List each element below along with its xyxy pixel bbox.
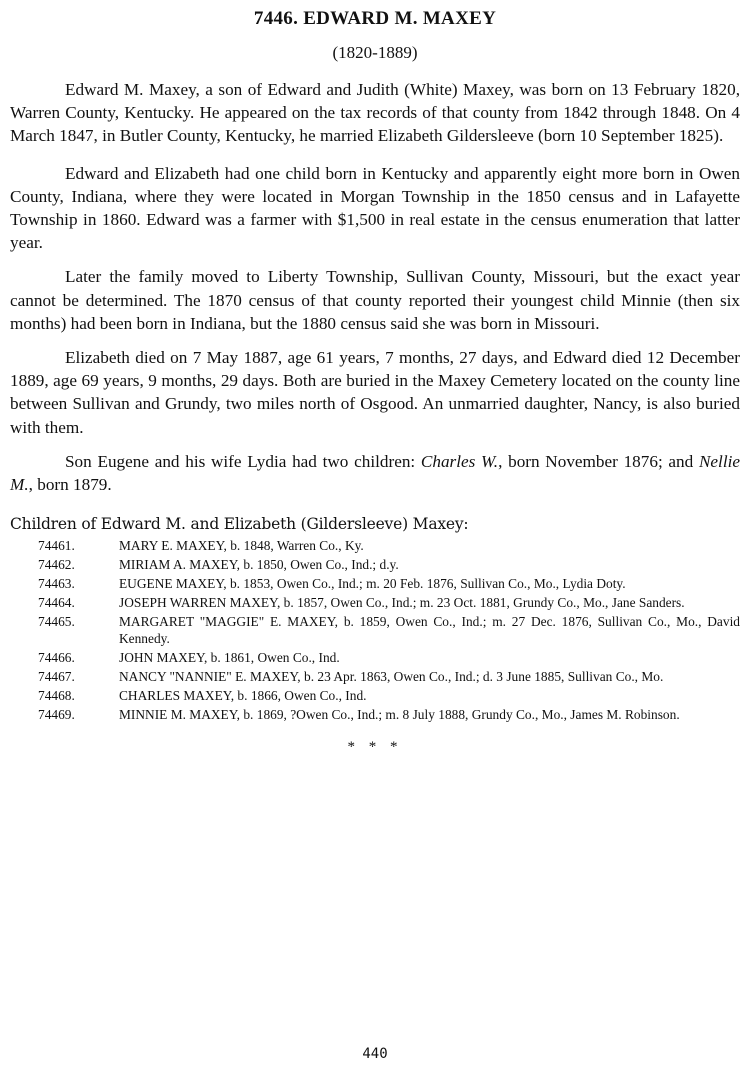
child-entry (38, 668, 740, 685)
child-number: 74466. (38, 650, 75, 666)
child-text: JOSEPH WARREN MAXEY, b. 1857, Owen Co., Ind.; m. 23 Oct. 1881, Grundy Co., Mo., Jane Sanders. (119, 595, 685, 611)
child-number: 74468. (38, 688, 75, 704)
document-page (10, 6, 740, 756)
children-list (10, 537, 740, 723)
paragraph-eugene-children (10, 450, 740, 496)
paragraph-children-census: Edward and Elizabeth had one child born in Kentucky and apparently eight more born in Owen County, Indiana, where they were located in Morgan Township in the 1850 census and in Lafayette Township in 1860. Edward was a farmer with $1,500 in real estate in the census enumeration that latter year. (10, 163, 740, 253)
children-heading: Children of Edward M. and Elizabeth (Gildersleeve) Maxey: (10, 515, 469, 534)
child-entry (38, 649, 740, 666)
child-number: 74467. (38, 669, 75, 685)
page-title: 7446. EDWARD M. MAXEY (253, 8, 497, 29)
child-text: JOHN MAXEY, b. 1861, Owen Co., Ind. (119, 650, 340, 666)
child-text: NANCY "NANNIE" E. MAXEY, b. 23 Apr. 1863, Owen Co., Ind.; d. 3 June 1885, Sullivan Co., Mo. (119, 669, 664, 685)
grandchild-name: Charles W. (420, 451, 499, 471)
child-number: 74464. (38, 595, 75, 611)
child-entry (38, 613, 740, 647)
eugene-text-1: Son Eugene and his wife Lydia had two children: (65, 451, 421, 471)
child-text: MINNIE M. MAXEY, b. 1869, ?Owen Co., Ind.; m. 8 July 1888, Grundy Co., Mo., James M. Robinson. (119, 707, 680, 723)
child-number: 74465. (38, 614, 75, 630)
child-number: 74461. (38, 538, 75, 554)
grandchild-name: Nellie M. (10, 451, 741, 495)
child-text: EUGENE MAXEY, b. 1853, Owen Co., Ind.; m. 20 Feb. 1876, Sullivan Co., Mo., Lydia Doty. (119, 576, 626, 592)
child-entry (38, 537, 740, 554)
child-number: 74463. (38, 576, 75, 592)
paragraph-birth-marriage: Edward M. Maxey, a son of Edward and Judith (White) Maxey, was born on 13 February 1820, Warren County, Kentucky. He appeared on the tax records of that county from 1842 through 1848. On 4 March 1847, in Butler County, Kentucky, he married Elizabeth Gildersleeve (born 10 September 1825). (10, 80, 740, 146)
child-entry (38, 556, 740, 573)
paragraph-deaths-burial: Elizabeth died on 7 May 1887, age 61 years, 7 months, 27 days, and Edward died 12 December 1889, age 69 years, 9 months, 29 days. Both are buried in the Maxey Cemetery located on the county line between Sullivan and Grundy, two miles north of Osgood. An unmarried daughter, Nancy, is also buried with them. (10, 348, 740, 437)
child-number: 74469. (38, 707, 75, 723)
eugene-text-3: , born 1879. (28, 475, 112, 495)
child-text: MIRIAM A. MAXEY, b. 1850, Owen Co., Ind.; d.y. (119, 557, 399, 573)
life-dates: (1820-1889) (332, 43, 418, 62)
paragraph-move-missouri: Later the family moved to Liberty Township, Sullivan County, Missouri, but the exact year cannot be determined. The 1870 census of that county reported their youngest child Minnie (then six months) had been born in Indiana, but the 1880 census said she was born in Missouri. (10, 267, 740, 333)
child-number: 74462. (38, 557, 75, 573)
child-entry (38, 594, 740, 611)
child-text: MARGARET "MAGGIE" E. MAXEY, b. 1859, Owen Co., Ind.; m. 27 Dec. 1876, Sullivan Co., Mo., David Kennedy. (119, 614, 740, 647)
section-separator: * * * (347, 739, 403, 756)
child-text: CHARLES MAXEY, b. 1866, Owen Co., Ind. (119, 688, 367, 704)
child-entry (38, 687, 740, 704)
child-entry (38, 575, 740, 592)
eugene-text-2: , born November 1876; and (498, 451, 699, 471)
child-text: MARY E. MAXEY, b. 1848, Warren Co., Ky. (119, 538, 364, 554)
child-entry (38, 706, 740, 723)
page-number: 440 (362, 1046, 388, 1062)
